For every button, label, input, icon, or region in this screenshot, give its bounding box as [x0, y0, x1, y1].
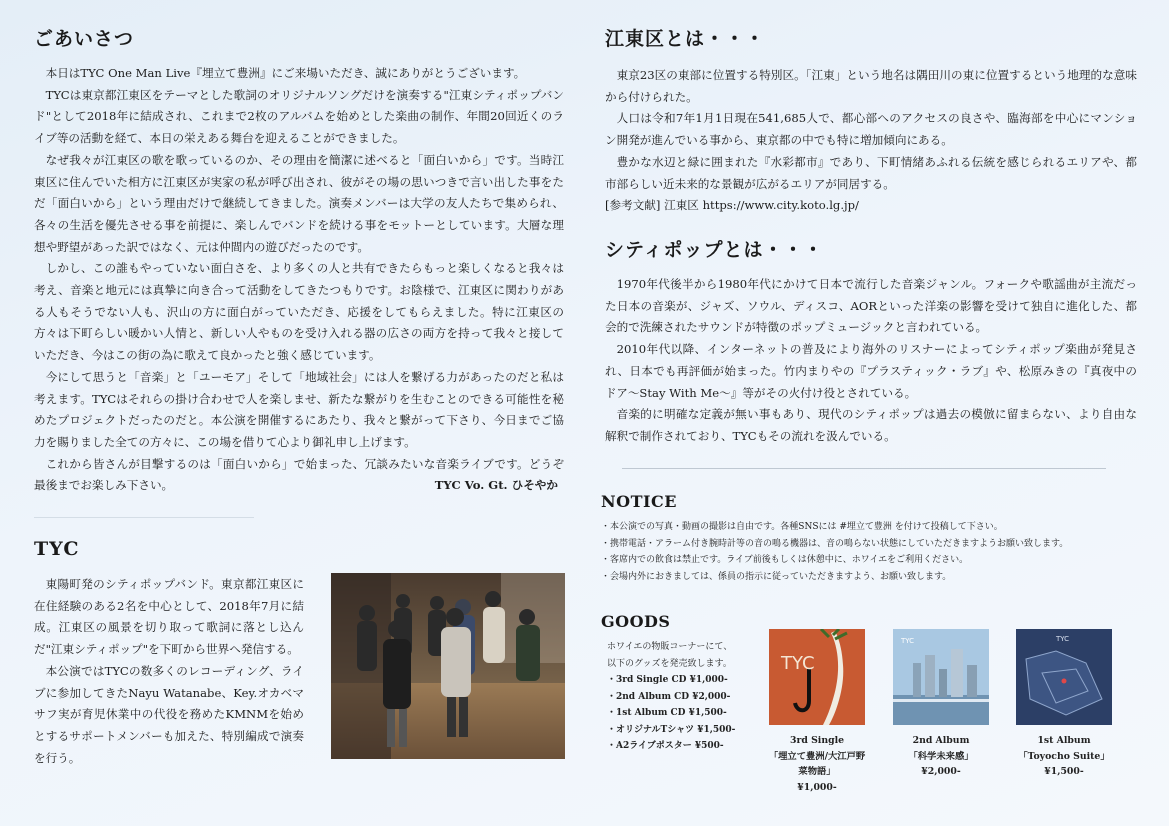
notice-item: ・本公演での写真・動画の撮影は自由です。各種SNSには #埋立て豊洲 を付けて投稿して下さい。: [601, 522, 1003, 532]
album-price: ¥2,000-: [921, 766, 961, 777]
album-type: 2nd Album: [912, 735, 970, 746]
radish-hook-artwork: [769, 629, 865, 725]
album-price: ¥1,500-: [1044, 766, 1084, 777]
goods-item: ・3rd Single CD ¥1,000-: [607, 675, 728, 685]
koto-paragraph: 人口は令和7年1月1日現在541,685人で、都心部へのアクセスの良さや、臨海部を中心にマンション開発が進んでいる事から、東京都の中でも特に増加傾向にある。: [605, 111, 1137, 148]
notice-section: [601, 492, 1141, 585]
koto-section: [605, 24, 1137, 217]
tyc-title: TYC: [34, 538, 80, 560]
album-cover: [769, 629, 865, 725]
goods-item: ・2nd Album CD ¥2,000-: [607, 691, 731, 702]
tyc-paragraph: 東陽町発のシティポップバンド。東京都江東区に在住経験のある2名を中心として、2018年7月に結成。江東区の風景を切り取って歌詞に落とし込んだ"江東シティポップ"を下町から世界へ発信する。: [34, 577, 304, 657]
koto-title: 江東区とは・・・: [605, 28, 766, 50]
greeting-paragraph: 本日はTYC One Man Live『埋立て豊洲』にご来場いただき、誠にありがとうございます。: [45, 66, 526, 80]
album-type: 1st Album: [1037, 735, 1091, 746]
band-photo: [331, 573, 565, 759]
greeting-paragraph: TYCは東京都江東区をテーマとした歌詞のオリジナルソングだけを演奏する"江東シティポップバンド"として2018年に結成され、これまで2枚のアルバムを始めとした楽曲の制作、年間20回近くのライブ等の活動を経て、本日の栄えある舞台を迎えることができました。: [34, 87, 564, 146]
tyc-paragraph: 本公演ではTYCの数多くのレコーディング、ライブに参加してきたNayu Watanabe、Key.オカベマサフ実が育児休業中の代役を務めたKMNMを始めとするサポートメンバーも加えた、特別編成で演奏を行う。: [34, 663, 304, 765]
goods-section: [601, 612, 761, 755]
goods-item: ・1st Album CD ¥1,500-: [607, 708, 727, 718]
album-name: 「埋立て豊洲/大江戸野菜物語」: [768, 750, 866, 777]
koto-paragraph: 東京23区の東部に位置する特別区。「江東」という地名は隅田川の東に位置するという地理的な意味から付けられた。: [605, 68, 1137, 104]
citypop-title: シティポップとは・・・: [605, 239, 824, 261]
album-cover: [893, 629, 989, 725]
greeting-paragraph: 今にして思うと「音楽」と「ユーモア」そして「地域社会」には人を繋げる力があったのだと私は考えます。TYCはそれらの掛け合わせで人を楽しませ、新たな繋がりを生むことのできる可能性を秘めたプロジェクトだったのだと。本公演を開催するにあたり、我々と繋がって下さり、今日までご協力を賜りました全ての方々に、この場を借りて心より御礼申し上げます。: [34, 369, 564, 449]
koto-reference: [参考文献] 江東区 https://www.city.koto.lg.jp/: [605, 198, 859, 213]
greeting-signature: TYC Vo. Gt. ひそやか: [434, 478, 558, 493]
citypop-section: [605, 235, 1137, 448]
album-price: ¥1,000-: [797, 781, 837, 793]
cityscape-artwork: [893, 629, 989, 725]
album-cover-text: TYC: [901, 637, 915, 645]
goods-item: ・オリジナルTシャツ ¥1,500-: [607, 724, 736, 735]
greeting-paragraph: なぜ我々が江東区の歌を歌っているのか、その理由を簡潔に述べると「面白いから」です。当時江東区に住んでいた相方に江東区が実家の私が呼び出され、彼がその場の思いつきで言い出した事をただ「面白いから」という理由だけで継続してきました。演奏メンバーは大学の友人たちで集められ、各々の生活を優先させる事を前提に、楽しんでバンドを続ける事をモットーとしています。大層な理想や野望があった訳ではなく、元は仲間内の遊びだったのです。: [34, 152, 564, 254]
album-name: 「科学未来感」: [908, 750, 974, 762]
greeting-title: ごあいさつ: [34, 28, 135, 50]
notice-title: NOTICE: [601, 492, 677, 511]
citypop-paragraph: 1970年代後半から1980年代にかけて日本で流行した音楽ジャンル。フォークや歌謡曲が主流だった日本の音楽が、ジャズ、ソウル、ディスコ、AORといった洋楽の影響を受けて独自に進化した、都会的で洗練されたサウンドが特徴のポップミュージックと言われている。: [605, 277, 1137, 335]
greeting-paragraph: これから皆さんが目撃するのは「面白いから」で始まった、冗談みたいな音楽ライブです。どうぞ最後までお楽しみ下さい。: [34, 456, 564, 493]
citypop-paragraph: 音楽的に明確な定義が無い事もあり、現代のシティポップは過去の模倣に留まらない、より自由な解釈で制作されており、TYCもその流れを汲んでいる。: [605, 407, 1137, 443]
notice-item: ・会場内外におきましては、係員の指示に従っていただきますよう、お願い致します。: [601, 571, 952, 582]
band-photo-image: [331, 573, 565, 759]
koto-paragraph: 豊かな水辺と緑に囲まれた『水彩都市』であり、下町情緒あふれる伝統を感じられるエリアや、都市部らしい近未来的な景観が広がるエリアが同居する。: [605, 154, 1137, 191]
citypop-paragraph: 2010年代以降、インターネットの普及により海外のリスナーによってシティポップ楽曲が発見され、日本でも再評価が始まった。竹内まりやの『プラスティック・ラブ』や、松原みきの『真夜中のドア〜Stay With Me〜』等がその火付け役とされている。: [605, 342, 1137, 400]
album-name: 「Toyocho Suite」: [1018, 750, 1110, 762]
notice-item: ・客席内での飲食は禁止です。ライブ前後もしくは休憩中に、ホワイエをご利用ください。: [601, 555, 969, 565]
left-divider: [34, 517, 254, 518]
greeting-section: [34, 24, 564, 497]
album-cover-text: TYC: [781, 653, 815, 674]
album-card-second: [891, 629, 991, 780]
right-divider: [622, 468, 1106, 469]
map-artwork: [1016, 629, 1112, 725]
greeting-paragraph: しかし、この誰もやっていない面白さを、より多くの人と共有できたらもっと楽しくなると我々は考え、音楽と地元には真摯に向き合って活動をしてきたつもりです。お陰様で、江東区に関わりがある人もそうでない人も、沢山の方に面白がっていただき、応援をしてもらえました。特に江東区の方々は下町らしい暖かい人情と、新しい人やものを受け入れる器の広さの両方を持って我々と接していただき、今はこの街の為に歌えて良かったと強く感じています。: [34, 261, 564, 363]
album-card-single: [767, 629, 867, 795]
album-card-first: [1014, 629, 1114, 780]
goods-intro-line: 以下のグッズを発売致します。: [607, 658, 732, 669]
album-cover-text: TYC: [1056, 635, 1070, 643]
album-type: 3rd Single: [789, 735, 845, 746]
goods-item: ・A2ライブポスター ¥500-: [607, 741, 724, 751]
album-cover: [1016, 629, 1112, 725]
goods-intro-line: ホワイエの物販コーナーにて、: [607, 642, 733, 652]
notice-item: ・携帯電話・アラーム付き腕時計等の音の鳴る機器は、音の鳴らない状態にしていただきますようお願い致します。: [601, 538, 1069, 549]
goods-title: GOODS: [601, 612, 671, 631]
